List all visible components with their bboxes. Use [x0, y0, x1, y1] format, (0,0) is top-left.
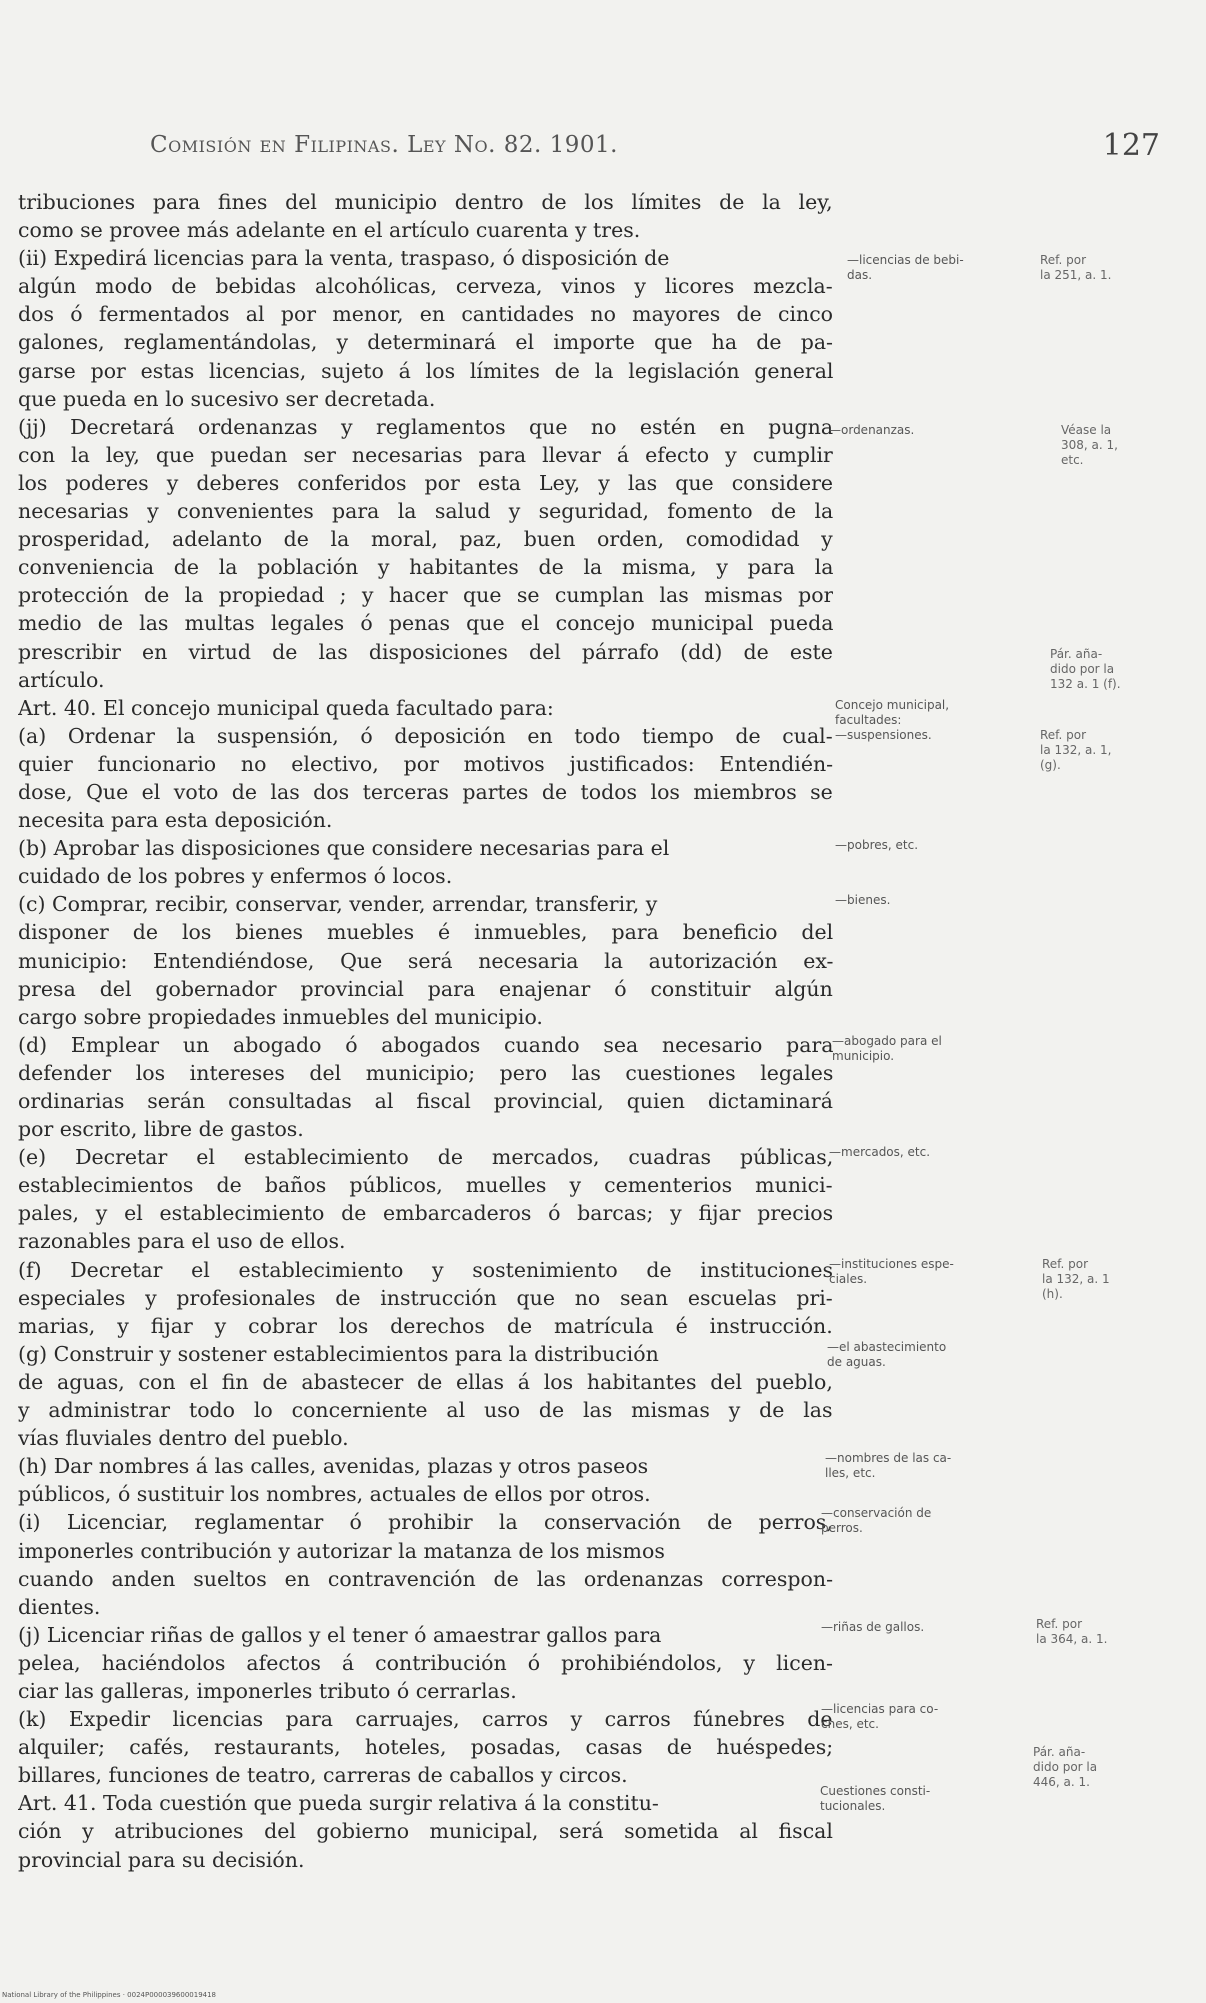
- margin-note: —bienes.: [835, 893, 891, 907]
- margin-note: —riñas de gallos.: [821, 1620, 925, 1634]
- text-line: garse por estas licencias, sujeto á los límites de la legislación general: [18, 358, 833, 383]
- text-line: prosperidad, adelanto de la moral, paz, buen orden, comodidad y: [18, 527, 833, 552]
- margin-note: —mercados, etc.: [829, 1145, 931, 1159]
- text-line: Art. 40. El concejo municipal queda facultado para:: [18, 695, 554, 720]
- text-line: cuando anden sueltos en contravención de las ordenanzas correspon-: [18, 1566, 833, 1591]
- margin-note: —licencias para co- ches, etc.: [821, 1702, 939, 1731]
- text-line: municipio: Entendiéndose, Que será necesaria la autorización ex-: [18, 948, 833, 973]
- scan-footer: National Library of the Philippines · 0024P000039600019418: [2, 1991, 217, 1999]
- text-line: cuidado de los pobres y enfermos ó locos.: [18, 864, 453, 889]
- page-header: [150, 128, 1160, 168]
- text-line: dos ó fermentados al por menor, en cantidades no mayores de cinco: [18, 302, 833, 327]
- text-line: establecimientos de baños públicos, muelles y cementerios munici-: [18, 1173, 833, 1198]
- text-line: disponer de los bienes muebles é inmuebles, para beneficio del: [18, 920, 833, 945]
- text-line: galones, reglamentándolas, y determinará el importe que ha de pa-: [18, 330, 833, 355]
- text-line: dose, Que el voto de las dos terceras partes de todos los miembros se: [18, 779, 833, 804]
- margin-note: —conservación de perros.: [821, 1506, 932, 1535]
- text-line: presa del gobernador provincial para enajenar ó constituir algún: [18, 976, 833, 1001]
- text-line: (g) Construir y sostener establecimientos para la distribución: [18, 1341, 659, 1366]
- text-line: ordinarias serán consultadas al fiscal provincial, quien dictaminará: [18, 1089, 833, 1113]
- text-line: (a) Ordenar la suspensión, ó deposición en todo tiempo de cual-: [18, 723, 833, 748]
- reference-note: Ref. por la 364, a. 1.: [1036, 1617, 1108, 1646]
- text-line: ciar las galleras, imponerles tributo ó cerrarlas.: [18, 1678, 517, 1703]
- reference-note: Ref. por la 132, a. 1 (h).: [1042, 1257, 1110, 1301]
- text-line: pelea, haciéndolos afectos á contribución ó prohibiéndolos, y licen-: [18, 1650, 833, 1675]
- reference-note: Ref. por la 251, a. 1.: [1040, 253, 1112, 282]
- text-line: necesita para esta deposición.: [18, 808, 333, 833]
- text-line: (e) Decretar el establecimiento de mercados, cuadras públicas,: [18, 1145, 833, 1170]
- reference-note: Véase la 308, a. 1, etc.: [1061, 423, 1118, 467]
- text-line: (ii) Expedirá licencias para la venta, traspaso, ó disposición de: [18, 246, 670, 271]
- text-line: prescribir en virtud de las disposiciones del párrafo (dd) de este: [18, 639, 833, 664]
- text-line: dientes.: [18, 1594, 101, 1619]
- text-line: de aguas, con el fin de abastecer de ellas á los habitantes del pueblo,: [18, 1369, 833, 1394]
- text-line: artículo.: [18, 667, 105, 692]
- running-head: Comisión en Filipinas. Ley No. 82. 1901.: [150, 132, 618, 158]
- text-line: (j) Licenciar riñas de gallos y el tener ó amaestrar gallos para: [18, 1622, 662, 1647]
- text-line: cargo sobre propiedades inmuebles del municipio.: [18, 1004, 543, 1029]
- text-line: ción y atribuciones del gobierno municipal, será sometida al fiscal: [18, 1819, 833, 1844]
- text-line: protección de la propiedad ; y hacer que se cumplan las mismas por: [18, 583, 833, 608]
- margin-note: Concejo municipal, facultades: —suspensiones.: [835, 698, 950, 742]
- reference-note: Pár. aña- dido por la 446, a. 1.: [1033, 1745, 1098, 1789]
- text-line: (i) Licenciar, reglamentar ó prohibir la conservación de perros,: [18, 1510, 833, 1535]
- text-line: provincial para su decisión.: [18, 1847, 305, 1872]
- text-line: (h) Dar nombres á las calles, avenidas, plazas y otros paseos: [18, 1454, 649, 1479]
- text-line: (d) Emplear un abogado ó abogados cuando sea necesario para: [18, 1032, 833, 1057]
- text-line: como se provee más adelante en el artículo cuarenta y tres.: [18, 218, 641, 243]
- text-line: con la ley, que puedan ser necesarias para llevar á efecto y cumplir: [18, 442, 833, 467]
- text-line: (c) Comprar, recibir, conservar, vender, arrendar, transferir, y: [18, 892, 658, 917]
- margin-note: —el abastecimiento de aguas.: [827, 1340, 947, 1369]
- text-line: (jj) Decretará ordenanzas y reglamentos que no estén en pugna: [18, 414, 833, 439]
- text-line: billares, funciones de teatro, carreras de caballos y circos.: [18, 1763, 628, 1788]
- text-line: conveniencia de la población y habitantes de la misma, y para la: [18, 555, 833, 580]
- text-line: algún modo de bebidas alcohólicas, cerveza, vinos y licores mezcla-: [18, 274, 833, 299]
- text-line: razonables para el uso de ellos.: [18, 1229, 346, 1254]
- text-line: necesarias y convenientes para la salud y seguridad, fomento de la: [18, 499, 833, 524]
- text-line: quier funcionario no electivo, por motivos justificados: Entendién-: [18, 751, 833, 776]
- page-number: 127: [1102, 128, 1160, 163]
- text-line: por escrito, libre de gastos.: [18, 1117, 304, 1142]
- text-line: pales, y el establecimiento de embarcaderos ó barcas; y fijar precios: [18, 1201, 833, 1226]
- margin-note: —ordenanzas.: [829, 423, 915, 437]
- text-line: imponerles contribución y autorizar la matanza de los mismos: [18, 1538, 665, 1563]
- text-line: y administrar todo lo concerniente al uso de las mismas y de las: [18, 1398, 833, 1423]
- reference-note: Pár. aña- dido por la 132 a. 1 (f).: [1050, 647, 1121, 691]
- margin-note: —nombres de las ca- lles, etc.: [825, 1451, 952, 1480]
- text-line: (k) Expedir licencias para carruajes, carros y carros fúnebres de: [18, 1707, 833, 1732]
- text-line: medio de las multas legales ó penas que el concejo municipal pueda: [18, 611, 833, 636]
- margin-note: —pobres, etc.: [835, 838, 919, 852]
- text-line: tribuciones para fines del municipio dentro de los límites de la ley,: [18, 190, 833, 214]
- text-line: (f) Decretar el establecimiento y sostenimiento de instituciones: [18, 1257, 833, 1282]
- text-line: (b) Aprobar las disposiciones que considere necesarias para el: [18, 836, 670, 861]
- margin-note: —licencias de bebi- das.: [847, 253, 964, 282]
- text-line: defender los intereses del municipio; pero las cuestiones legales: [18, 1060, 833, 1085]
- text-line: vías fluviales dentro del pueblo.: [18, 1426, 349, 1451]
- text-line: alquiler; cafés, restaurants, hoteles, posadas, casas de huéspedes;: [18, 1735, 833, 1760]
- text-line: marias, y fijar y cobrar los derechos de matrícula é instrucción.: [18, 1313, 833, 1338]
- margin-note: Cuestiones consti- tucionales.: [820, 1784, 931, 1813]
- text-line: especiales y profesionales de instrucción que no sean escuelas pri-: [18, 1285, 833, 1310]
- body-text: [18, 188, 833, 1874]
- text-line: que pueda en lo sucesivo ser decretada.: [18, 386, 436, 411]
- margin-note: —abogado para el municipio.: [832, 1034, 942, 1063]
- text-line: Art. 41. Toda cuestión que pueda surgir relativa á la constitu-: [18, 1791, 659, 1816]
- margin-note: —instituciones espe- ciales.: [829, 1257, 954, 1286]
- reference-note: Ref. por la 132, a. 1, (g).: [1040, 728, 1112, 772]
- text-line: públicos, ó sustituir los nombres, actuales de ellos por otros.: [18, 1482, 651, 1507]
- text-line: los poderes y deberes conferidos por esta Ley, y las que considere: [18, 470, 833, 495]
